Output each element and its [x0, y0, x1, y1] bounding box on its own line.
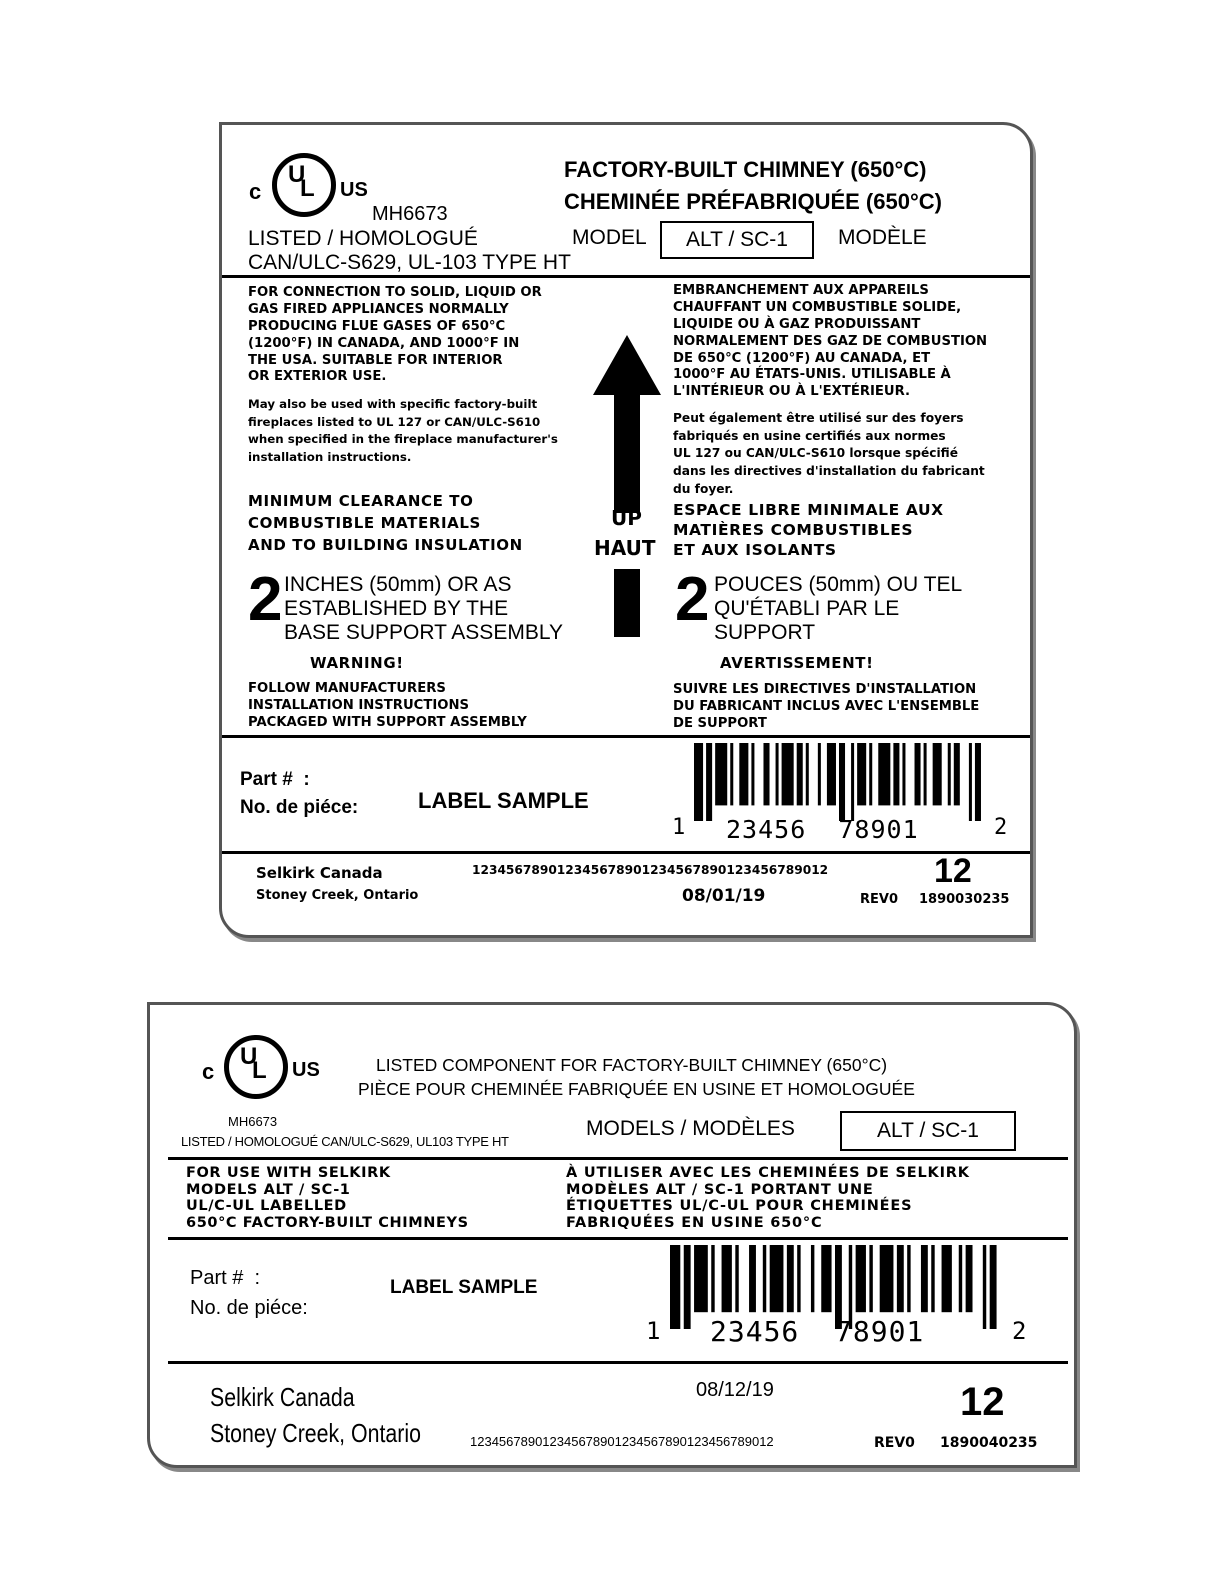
barcode-bar	[715, 743, 727, 805]
serial-number: 123456789012345678901234567890123456789012	[470, 1434, 774, 1449]
model-value-box	[840, 1111, 1016, 1151]
title-en: LISTED COMPONENT FOR FACTORY-BUILT CHIMNEY (650°C)	[376, 1055, 888, 1075]
barcode-left-digit: 1	[672, 815, 686, 840]
company-location: Stoney Creek, Ontario	[256, 888, 419, 903]
barcode-bar	[869, 743, 872, 805]
ul-us-mark: US	[292, 1059, 320, 1081]
barcode-bar	[851, 743, 854, 821]
clearance-heading-en: MINIMUM CLEARANCE TO COMBUSTIBLE MATERIALS AND TO BUILDING INSULATION	[248, 492, 523, 554]
barcode-bar	[959, 1245, 962, 1312]
connection-text-en: FOR CONNECTION TO SOLID, LIQUID OR GAS FIRED APPLIANCES NORMALLY PRODUCING FLUE GASES OF 650°C (1200°F) IN CANADA, AND 1000°F IN THE USA. SUITABLE FOR INTERIOR OR EXTERIOR USE.	[248, 285, 542, 385]
barcode-bar	[776, 743, 779, 805]
barcode-bar	[751, 743, 754, 805]
up-arrow-icon	[592, 335, 662, 637]
barcode-bar	[739, 743, 748, 805]
part-label-fr: No. de piéce:	[190, 1297, 308, 1319]
barcode-bar	[821, 1245, 831, 1312]
barcode-bar	[797, 743, 803, 805]
model-value: ALT / SC-1	[877, 1119, 979, 1142]
barcode-right-digit: 2	[1012, 1317, 1027, 1345]
warning-text-en: FOLLOW MANUFACTURERS INSTALLATION INSTRUCTIONS PACKAGED WITH SUPPORT ASSEMBLY	[248, 681, 527, 731]
up-label: UP	[611, 506, 642, 530]
fireplace-text-en: May also be used with specific factory-built fireplaces listed to UL 127 or CAN/ULC-S610 when specified in the fireplace manufacturer's installation instructions.	[248, 397, 558, 465]
barcode-bar	[706, 743, 712, 821]
part-label: Part # :	[240, 769, 310, 790]
barcode-bar	[942, 1245, 952, 1312]
barcode-bar	[763, 1245, 766, 1312]
barcode-bar	[897, 1245, 904, 1312]
barcode-bar	[735, 1245, 738, 1312]
barcode-bar	[722, 1245, 732, 1312]
barcode-bar	[797, 1245, 800, 1312]
barcode-bar	[990, 1245, 997, 1329]
listed-line: LISTED / HOMOLOGUÉ	[248, 227, 478, 250]
ul-file-number: MH6673	[228, 1114, 278, 1129]
barcode-bar	[924, 743, 927, 805]
haut-label: HAUT	[594, 536, 656, 560]
barcode-bar	[711, 1245, 714, 1312]
barcode-bar	[902, 743, 905, 805]
divider	[222, 735, 1030, 738]
warning-heading-fr: AVERTISSEMENT!	[720, 654, 874, 672]
clearance-value-fr: 2	[675, 565, 710, 634]
listed-line: LISTED / HOMOLOGUÉ CAN/ULC-S629, UL103 TYPE HT	[181, 1134, 509, 1149]
barcode-bar	[983, 1245, 986, 1329]
clearance-heading-fr: ESPACE LIBRE MINIMALE AUX MATIÈRES COMBUSTIBLES ET AUX ISOLANTS	[673, 501, 944, 559]
barcode-bar	[966, 1245, 973, 1312]
barcode-bar	[839, 743, 845, 821]
warning-heading-en: WARNING!	[310, 654, 404, 672]
barcode-bar	[954, 743, 960, 805]
barcode-bar	[694, 743, 703, 821]
divider	[168, 1237, 1068, 1240]
ul-u-letter: U	[240, 1043, 258, 1070]
label-count: 12	[934, 852, 972, 890]
ul-listing-mark-icon	[246, 153, 366, 223]
divider	[222, 851, 1030, 854]
ul-u-letter: U	[288, 161, 306, 188]
barcode-bar	[975, 743, 981, 821]
ul-c-mark: c	[249, 179, 262, 204]
model-label-fr: MODÈLE	[838, 226, 927, 249]
models-label: MODELS / MODÈLES	[586, 1117, 795, 1140]
barcode-right-digit: 2	[994, 815, 1008, 840]
barcode-bar	[684, 1245, 691, 1329]
company-location: Stoney Creek, Ontario	[210, 1418, 421, 1448]
barcode-bar	[915, 743, 921, 805]
part-label-fr: No. de piéce:	[240, 797, 359, 818]
company-name: Selkirk Canada	[210, 1382, 355, 1412]
barcode-bar	[869, 1245, 872, 1312]
model-value-box	[660, 221, 814, 259]
fireplace-text-fr: Peut également être utilisé sur des foyers fabriqués en usine certifiés aux normes UL 127 ou CAN/ULC-S610 lorsque spécifié dans les directives d'installation du fabricant du foyer.	[673, 411, 985, 496]
barcode-icon	[694, 743, 984, 821]
barcode-bar	[880, 1245, 894, 1312]
title-fr: CHEMINÉE PRÉFABRIQUÉE (650°C)	[564, 189, 942, 214]
barcode-bar	[770, 1245, 784, 1312]
title-en: FACTORY-BUILT CHIMNEY (650°C)	[564, 157, 927, 182]
ul-us-mark: US	[340, 179, 368, 201]
model-label: MODEL	[572, 226, 647, 249]
barcode-bar	[857, 743, 866, 805]
clearance-detail-fr: POUCES (50mm) OU TEL QU'ÉTABLI PAR LE SUPPORT	[714, 573, 963, 645]
label-date: 08/01/19	[682, 886, 766, 906]
part-label: Part # :	[190, 1267, 261, 1289]
barcode-bar	[921, 1245, 928, 1312]
part-value: LABEL SAMPLE	[418, 788, 589, 813]
label-code: 1890030235	[919, 892, 1010, 907]
chimney-label-2	[147, 1002, 1077, 1468]
standards-line: CAN/ULC-S629, UL-103 TYPE HT	[248, 251, 571, 274]
barcode-bar	[670, 1245, 680, 1329]
barcode-bar	[818, 743, 821, 805]
warning-text-fr: SUIVRE LES DIRECTIVES D'INSTALLATION DU FABRICANT INCLUS AVEC L'ENSEMBLE DE SUPPORT	[673, 682, 980, 732]
ul-listing-mark-icon	[200, 1031, 320, 1101]
label-count: 12	[960, 1380, 1005, 1424]
barcode-bar	[933, 743, 942, 805]
barcode-bar	[878, 743, 890, 805]
label-date: 08/12/19	[696, 1379, 774, 1401]
barcode-bar	[827, 743, 836, 805]
barcode-bar	[694, 1245, 708, 1312]
clearance-value-en: 2	[248, 565, 283, 634]
model-value: ALT / SC-1	[686, 228, 788, 251]
barcode-digits: 23456 78901	[710, 1315, 925, 1348]
use-text-fr: À UTILISER AVEC LES CHEMINÉES DE SELKIRK MODÈLES ALT / SC-1 PORTANT UNE ÉTIQUETTES UL/C-UL POUR CHEMINÉES FABRIQUÉES EN USINE 650°C	[566, 1165, 970, 1232]
ul-l-letter: L	[300, 175, 315, 202]
barcode-bar	[763, 743, 769, 805]
company-name: Selkirk Canada	[256, 864, 383, 882]
serial-number: 123456789012345678901234567890123456789012	[472, 863, 829, 877]
barcode-bar	[806, 743, 809, 805]
connection-text-fr: EMBRANCHEMENT AUX APPAREILS CHAUFFANT UN COMBUSTIBLE SOLIDE, LIQUIDE OU À GAZ PRODUISSANT NORMALEMENT DES GAZ DE COMBUSTION DE 650°C (1200°F) AU CANADA, ET 1000°F AU ÉTATS-UNIS. UTILISABLE À L'INTÉRIEUR OU À L'EXTÉRIEUR.	[673, 283, 988, 400]
barcode-bar	[893, 743, 899, 805]
barcode-left-digit: 1	[646, 1317, 661, 1345]
title-fr: PIÈCE POUR CHEMINÉE FABRIQUÉE EN USINE ET HOMOLOGUÉE	[358, 1079, 915, 1099]
barcode-bar	[931, 1245, 934, 1312]
barcode-bar	[811, 1245, 814, 1312]
barcode-bar	[907, 1245, 910, 1312]
clearance-detail-en: INCHES (50mm) OR AS ESTABLISHED BY THE BASE SUPPORT ASSEMBLY	[284, 573, 563, 645]
barcode-digits: 23456 78901	[726, 815, 919, 844]
chimney-label-1	[219, 122, 1033, 938]
divider	[168, 1361, 1068, 1364]
divider	[222, 275, 1030, 278]
ul-c-mark: c	[202, 1059, 215, 1084]
revision: REV0	[860, 892, 898, 907]
barcode-bar	[787, 1245, 794, 1312]
barcode-bar	[856, 1245, 866, 1312]
use-text-en: FOR USE WITH SELKIRK MODELS ALT / SC-1 UL/C-UL LABELLED 650°C FACTORY-BUILT CHIMNEYS	[186, 1165, 469, 1232]
barcode-bar	[782, 743, 794, 805]
barcode-bar	[730, 743, 733, 805]
divider	[168, 1157, 1068, 1160]
barcode-bar	[948, 743, 951, 805]
label-code: 1890040235	[940, 1435, 1038, 1451]
ul-l-letter: L	[252, 1057, 267, 1084]
barcode-bar	[969, 743, 972, 821]
part-value: LABEL SAMPLE	[390, 1277, 538, 1298]
ul-file-number: MH6673	[372, 203, 448, 225]
barcode-bar	[749, 1245, 756, 1312]
revision: REV0	[874, 1435, 915, 1451]
